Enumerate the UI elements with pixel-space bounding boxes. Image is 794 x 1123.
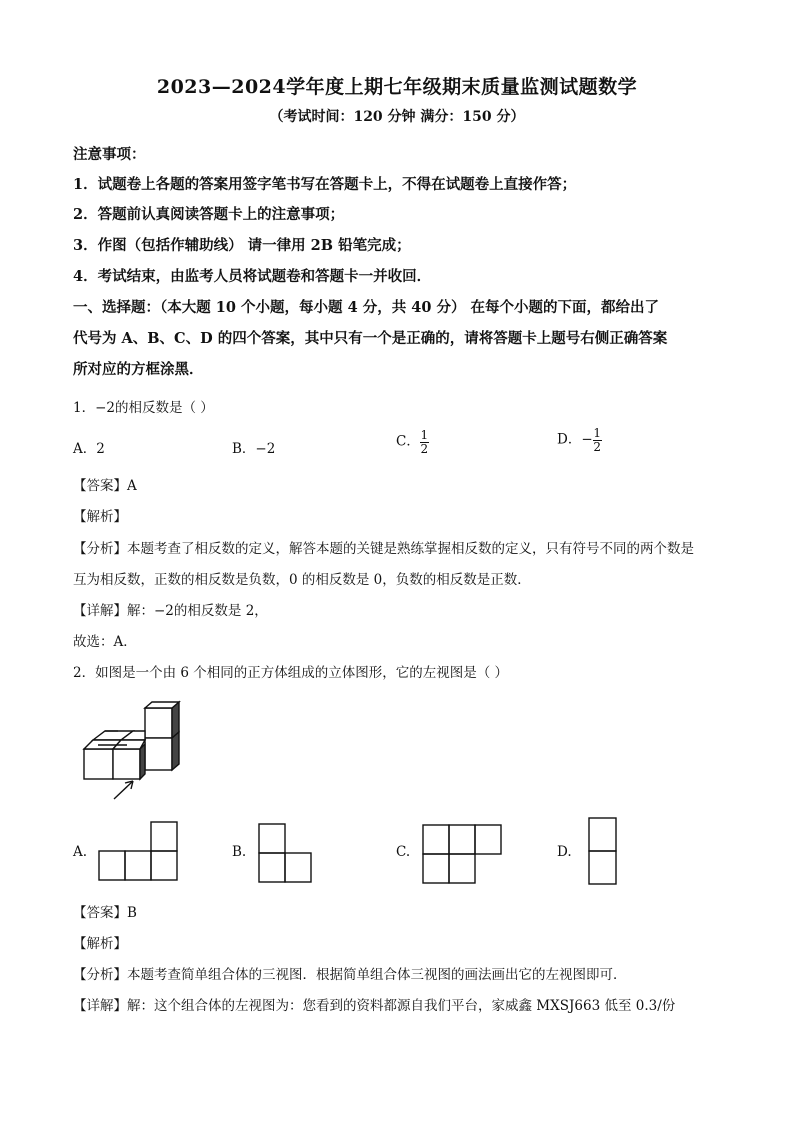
fraction: [593, 427, 602, 453]
page-subtitle: （考试时间：120 分钟 满分：150 分）: [269, 109, 525, 125]
analysis-tag: 【解析】: [73, 936, 127, 952]
page-title: 2023—2024学年度上期七年级期末质量监测试题数学: [156, 76, 638, 98]
analysis-tag: 【解析】: [73, 509, 127, 525]
detail-tag: 【详解】: [73, 603, 127, 619]
option-b-view-figure: [257, 822, 315, 884]
question-1-option-d: [557, 427, 602, 453]
question-2-option-a-label: A.: [73, 844, 88, 860]
detail-text: [73, 994, 675, 1014]
option-c-view-figure: [421, 823, 505, 885]
question-2-stem: 2．如图是一个由 6 个相同的正方体组成的立体图形，它的左视图是（ ）: [73, 665, 509, 681]
detail-body: 解：这个组合体的左视图为：您看到的资料都源自我们平台，家威鑫 MXSJ663 低至 0.3/份: [127, 998, 676, 1014]
note-item: 2．答题前认真阅读答题卡上的注意事项；: [73, 206, 345, 223]
answer-value: A: [127, 478, 137, 494]
option-a-view-figure: [97, 820, 181, 882]
question-2-option-b-label: B.: [232, 844, 247, 860]
section-heading: 代号为 A、B、C、D 的四个答案，其中只有一个是正确的，请将答题卡上题号右侧正确答案: [73, 330, 668, 347]
fenxi-text: 本题考查简单组合体的三视图．根据简单组合体三视图的画法画出它的左视图即可．: [127, 967, 627, 983]
answer-tag: 【答案】: [73, 905, 127, 921]
question-2-option-c-label: C.: [396, 844, 411, 860]
question-1-option-a: A．2: [73, 441, 105, 457]
cube-solid-figure: [78, 700, 188, 802]
answer-line: [73, 901, 137, 921]
fraction: [420, 429, 429, 455]
choose-text: 故选：A．: [73, 634, 137, 650]
detail-tag: 【详解】: [73, 998, 127, 1014]
detail-text: [73, 599, 268, 619]
question-2-option-d-label: D.: [557, 844, 572, 860]
denominator: 2: [420, 441, 429, 456]
notes-heading: 注意事项：: [73, 146, 146, 163]
question-1-option-c: [396, 429, 429, 455]
analysis-text: [73, 537, 694, 557]
detail-body: 解：−2的相反数是 2，: [127, 603, 268, 619]
section-heading: 所对应的方框涂黑．: [73, 361, 204, 378]
question-1-stem: 1．−2的相反数是（ ）: [73, 400, 214, 416]
section-heading: 一、选择题：（本大题 10 个小题，每小题 4 分，共 40 分） 在每个小题的下面，都给出了: [73, 299, 660, 316]
note-item: 1．试题卷上各题的答案用签字笔书写在答题卡上，不得在试题卷上直接作答；: [73, 176, 577, 193]
answer-value: B: [127, 905, 137, 921]
answer-tag: 【答案】: [73, 478, 127, 494]
fenxi-text: 本题考查了相反数的定义，解答本题的关键是熟练掌握相反数的定义，只有符号不同的两个数是: [127, 541, 694, 557]
analysis-text: 互为相反数，正数的相反数是负数，0 的相反数是 0，负数的相反数是正数．: [73, 572, 531, 588]
numerator: 1: [593, 426, 601, 440]
note-item: 3．作图（包括作辅助线） 请一律用 2B 铅笔完成；: [73, 237, 411, 254]
fenxi-tag: 【分析】: [73, 967, 127, 983]
question-1-option-b: B．−2: [232, 441, 276, 457]
option-label: D．−: [557, 431, 593, 448]
answer-line: [73, 474, 137, 494]
option-label: C．: [396, 433, 420, 450]
denominator: 2: [593, 439, 601, 454]
fenxi-tag: 【分析】: [73, 541, 127, 557]
note-item: 4．考试结束，由监考人员将试题卷和答题卡一并收回．: [73, 268, 432, 285]
option-d-view-figure: [587, 816, 619, 888]
numerator: 1: [420, 428, 429, 442]
analysis-text: [73, 963, 627, 983]
